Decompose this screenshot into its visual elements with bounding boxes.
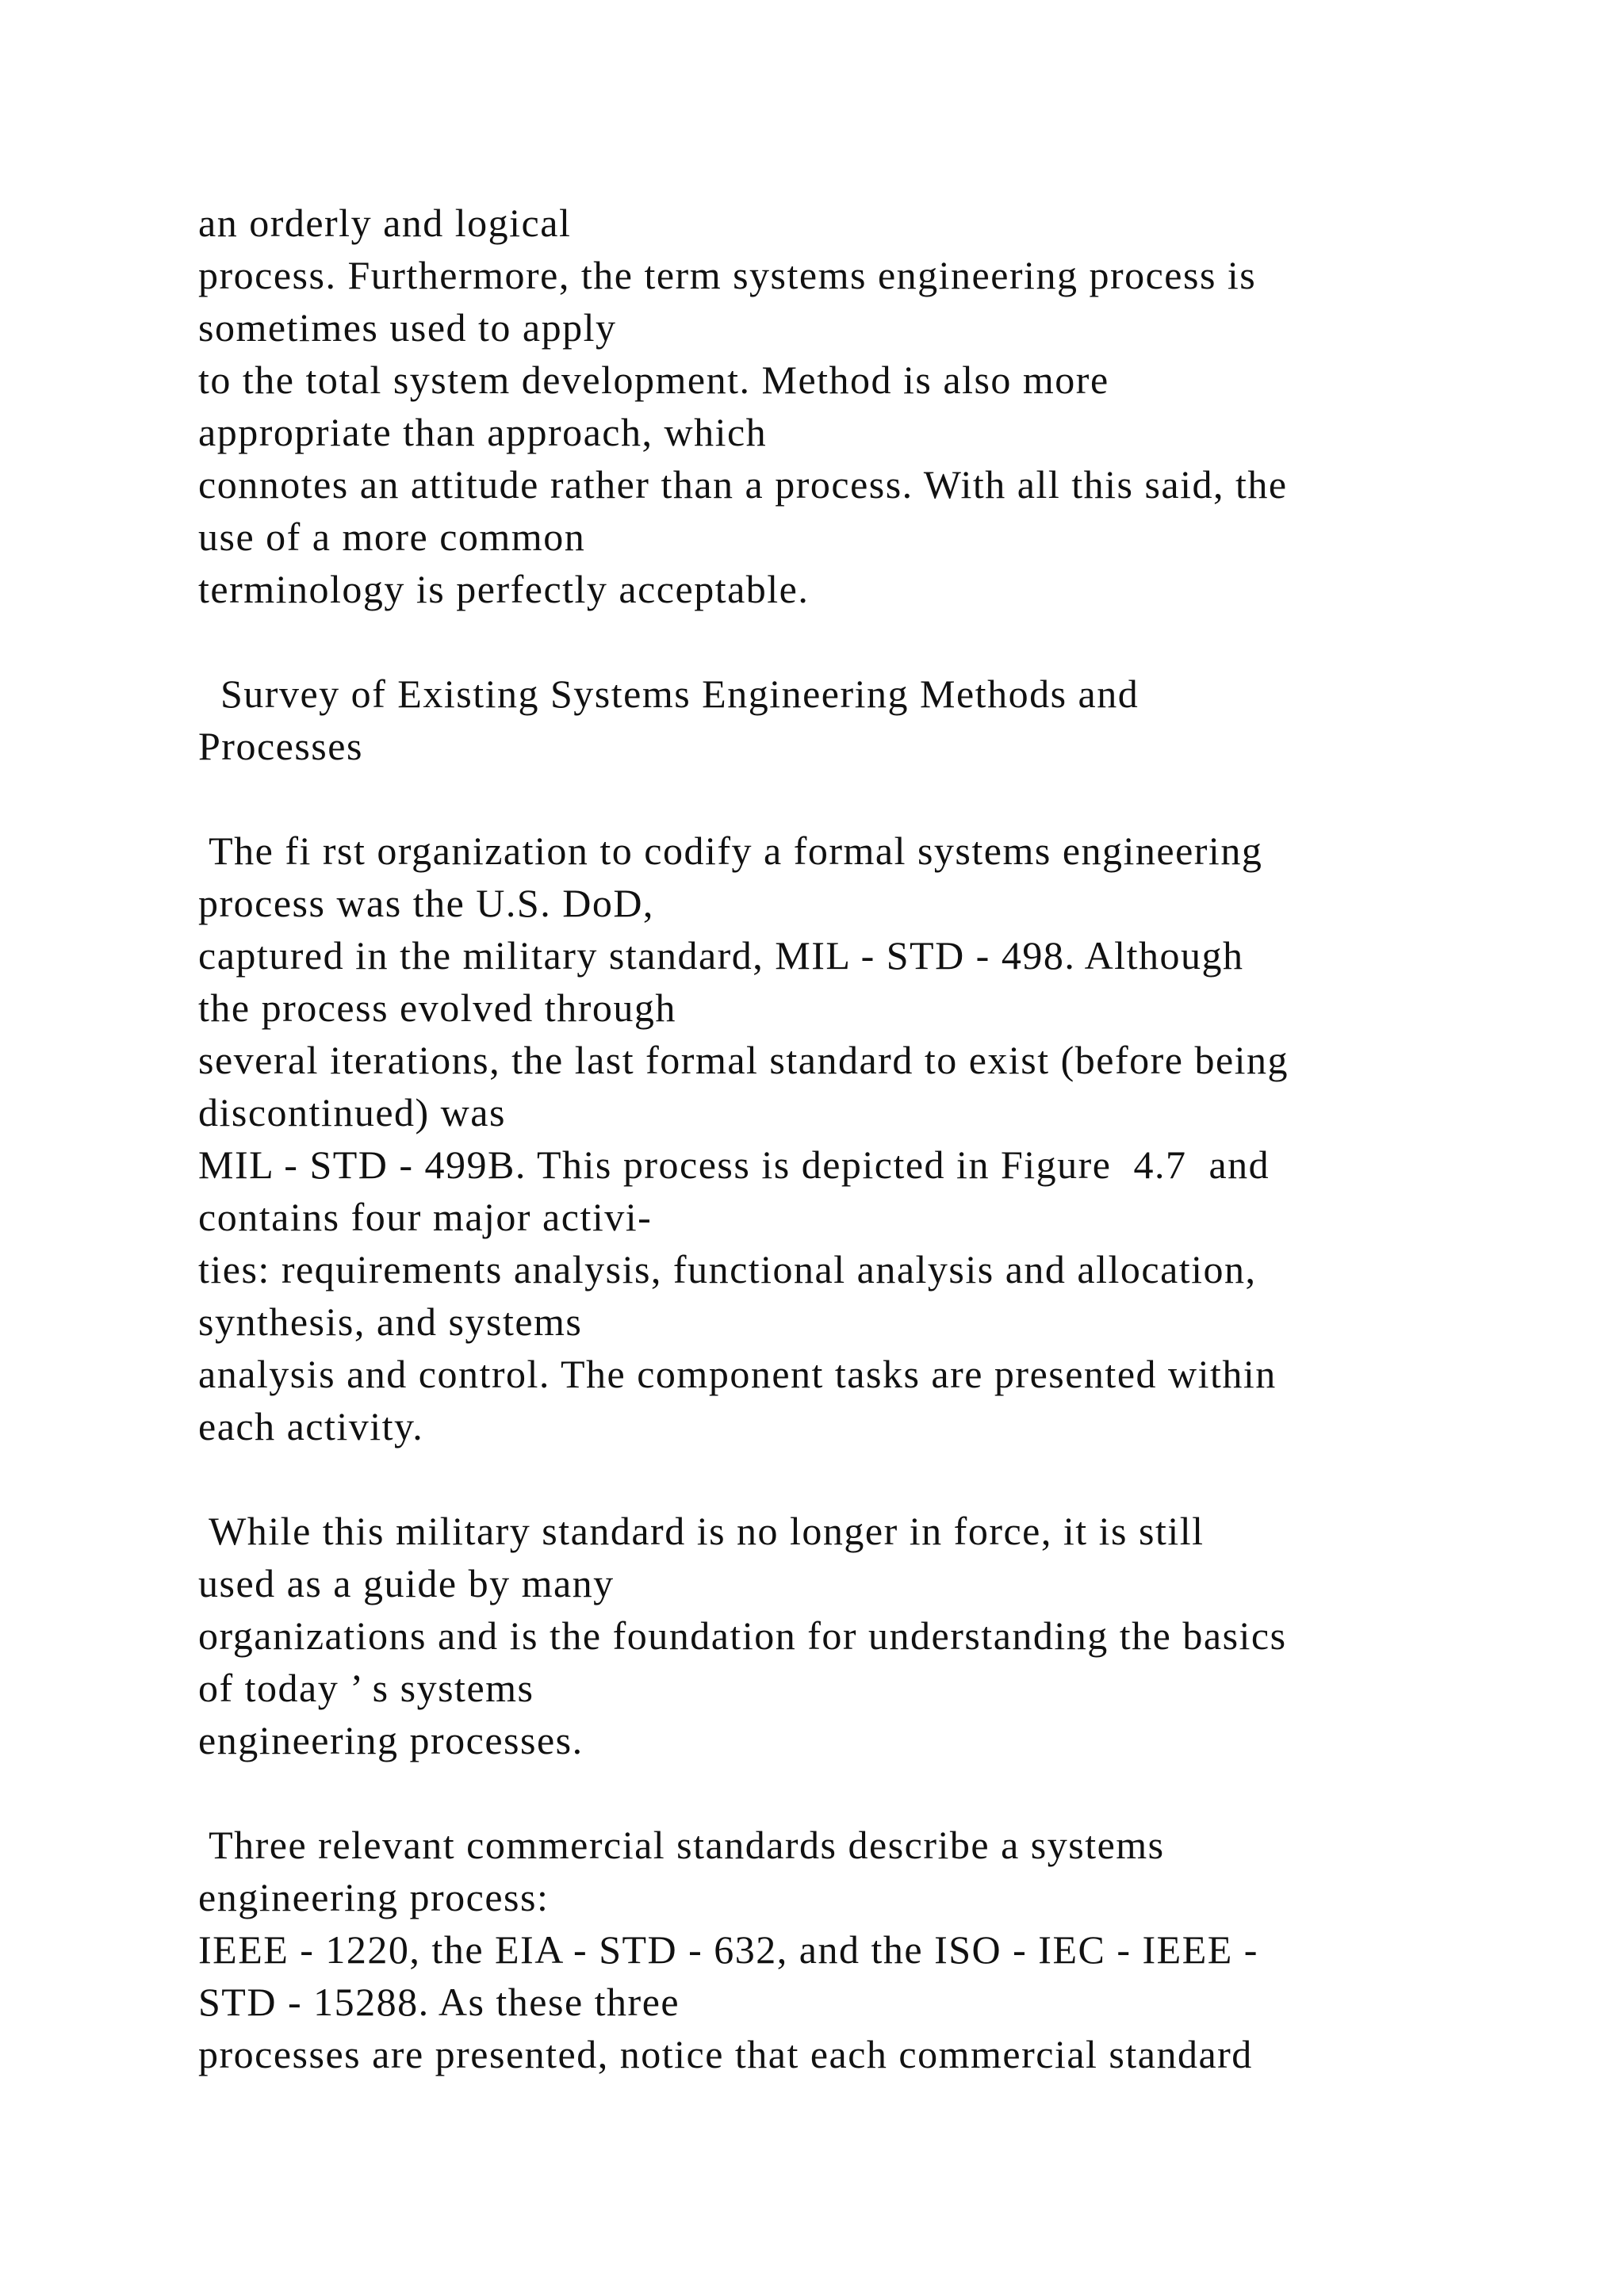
text-line: process. Furthermore, the term systems engineering process is <box>198 253 1257 297</box>
text-line: MIL - STD - 499B. This process is depicted in Figure 4.7 and <box>198 1142 1270 1187</box>
text-line: analysis and control. The component tasks are presented within <box>198 1352 1277 1396</box>
text-line: the process evolved through <box>198 985 676 1030</box>
section-heading-line: Survey of Existing Systems Engineering Methods and <box>198 672 1139 716</box>
text-line: each activity. <box>198 1404 424 1448</box>
text-line: used as a guide by many <box>198 1561 615 1605</box>
text-line: connotes an attitude rather than a process. With all this said, the <box>198 462 1288 507</box>
text-line: engineering processes. <box>198 1718 584 1762</box>
text-line: The fi rst organization to codify a formal systems engineering <box>198 828 1263 873</box>
text-line: ties: requirements analysis, functional analysis and allocation, <box>198 1247 1257 1292</box>
text-line: sometimes used to apply <box>198 305 617 350</box>
text-line: STD - 15288. As these three <box>198 1980 680 2024</box>
text-line: terminology is perfectly acceptable. <box>198 567 810 611</box>
text-line: an orderly and logical <box>198 201 572 245</box>
text-line: to the total system development. Method is also more <box>198 358 1109 402</box>
text-line: While this military standard is no longer in force, it is still <box>198 1509 1205 1553</box>
text-line: several iterations, the last formal standard to exist (before being <box>198 1038 1289 1082</box>
text-line: discontinued) was <box>198 1090 506 1135</box>
text-line: engineering process: <box>198 1875 550 1919</box>
text-line: captured in the military standard, MIL - STD - 498. Although <box>198 933 1244 978</box>
section-heading-line: Processes <box>198 724 363 768</box>
text-line: contains four major activi- <box>198 1195 653 1239</box>
text-line: synthesis, and systems <box>198 1299 583 1344</box>
text-line: IEEE - 1220, the EIA - STD - 632, and the ISO - IEC - IEEE - <box>198 1927 1258 1972</box>
text-line: appropriate than approach, which <box>198 410 768 454</box>
text-line: process was the U.S. DoD, <box>198 881 654 925</box>
text-line: processes are presented, notice that each commercial standard <box>198 2032 1253 2076</box>
text-line: Three relevant commercial standards describe a systems <box>198 1823 1165 1867</box>
text-line: use of a more common <box>198 515 586 559</box>
text-line: of today ’ s systems <box>198 1666 534 1710</box>
text-line: organizations and is the foundation for understanding the basics <box>198 1613 1287 1658</box>
